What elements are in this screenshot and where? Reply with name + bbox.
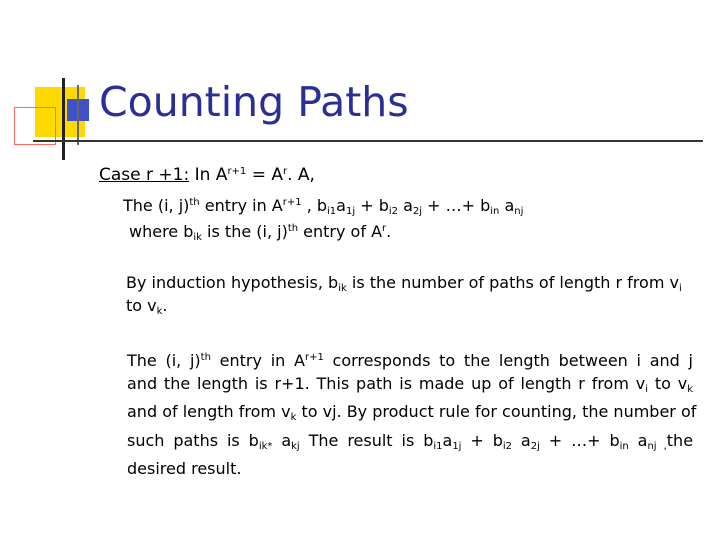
paragraph-line: desired result. xyxy=(127,459,242,478)
para-text: The result is b xyxy=(299,430,434,450)
para-text: + …+ b xyxy=(539,430,620,450)
entry-text: , b xyxy=(301,196,328,215)
para-sub: in xyxy=(619,440,629,452)
para-sub: nj , xyxy=(647,440,667,452)
induction-line-1 xyxy=(126,273,682,294)
where-text: . xyxy=(386,222,392,241)
para-text: the xyxy=(666,430,694,450)
para-text: a xyxy=(272,430,292,450)
where-text: where b xyxy=(129,222,194,241)
para-sub: i1 xyxy=(433,440,443,452)
para-text: corresponds to the length between i and j xyxy=(323,351,693,370)
where-text: is the (i, j) xyxy=(201,222,288,241)
induction-text: By induction hypothesis, b xyxy=(126,273,339,292)
entry-text: + b xyxy=(355,196,389,215)
para-sub: i xyxy=(645,383,649,395)
entry-line xyxy=(123,196,523,217)
induction-line-2 xyxy=(126,296,168,317)
para-text: a xyxy=(628,430,648,450)
entry-text: The (i, j) xyxy=(123,196,190,215)
entry-sub: 2j xyxy=(412,206,423,217)
para-text: The (i, j) xyxy=(127,351,201,370)
case-text: = A xyxy=(246,165,283,185)
entry-sub: i2 xyxy=(388,206,398,217)
slide-title: Counting Paths xyxy=(99,78,409,126)
para-text: a xyxy=(512,430,531,450)
entry-sub: i1 xyxy=(327,206,337,217)
case-text: In A xyxy=(189,165,228,185)
case-label: Case r +1: xyxy=(99,165,190,185)
para-text: entry in A xyxy=(210,351,305,370)
para-sub: i2 xyxy=(502,440,512,452)
entry-sub: nj xyxy=(514,206,524,217)
para-text: a xyxy=(442,430,453,450)
induction-sub: ik xyxy=(338,283,347,294)
explanation-paragraph xyxy=(127,347,697,481)
para-text: and of length from v xyxy=(127,402,291,421)
induction-sub: k xyxy=(156,306,163,317)
para-sub: k xyxy=(290,412,297,423)
paragraph-line xyxy=(127,401,697,430)
induction-text: to v xyxy=(126,296,157,315)
entry-text: a xyxy=(499,196,515,215)
para-sub: 1j xyxy=(452,440,462,452)
para-text: + b xyxy=(461,430,503,450)
where-sub: ik xyxy=(193,232,202,243)
entry-text: entry in A xyxy=(199,196,283,215)
entry-text: a xyxy=(336,196,346,215)
entry-text: a xyxy=(398,196,413,215)
where-sup: r xyxy=(382,223,387,234)
where-text: entry of A xyxy=(298,222,383,241)
where-line xyxy=(129,222,391,243)
decorative-vertical-line xyxy=(62,78,65,160)
induction-text: . xyxy=(162,296,168,315)
entry-sup: th xyxy=(189,197,200,208)
para-text: and the length is r+1. This path is made up of length r from v xyxy=(127,373,646,393)
decorative-vertical-line-thin xyxy=(77,85,79,145)
where-sup: th xyxy=(287,223,299,234)
entry-text: + …+ b xyxy=(422,196,491,215)
case-superscript: r xyxy=(282,166,288,177)
entry-sup: r+1 xyxy=(282,197,302,208)
paragraph-line xyxy=(127,430,693,459)
para-sub: kj xyxy=(291,440,300,452)
paragraph-line xyxy=(127,373,693,402)
para-sub: ik* xyxy=(258,440,273,452)
title-underline-rule xyxy=(33,140,703,142)
induction-sub: i xyxy=(678,283,682,294)
case-line xyxy=(99,165,315,185)
para-sup: th xyxy=(200,352,211,363)
case-text: . A, xyxy=(287,165,315,185)
case-superscript: r+1 xyxy=(227,166,247,177)
para-text: to v xyxy=(648,373,688,393)
induction-text: is the number of paths of length r from v xyxy=(346,273,679,292)
entry-sub: 1j xyxy=(345,206,356,217)
entry-sub: in xyxy=(490,206,500,217)
para-sub: 2j xyxy=(530,440,540,452)
para-sup: r+1 xyxy=(304,352,324,363)
para-text: such paths is b xyxy=(127,430,259,450)
para-text: to vj. By product rule for counting, the number of xyxy=(296,402,697,421)
paragraph-line xyxy=(127,347,693,373)
para-sub: k xyxy=(687,383,693,395)
